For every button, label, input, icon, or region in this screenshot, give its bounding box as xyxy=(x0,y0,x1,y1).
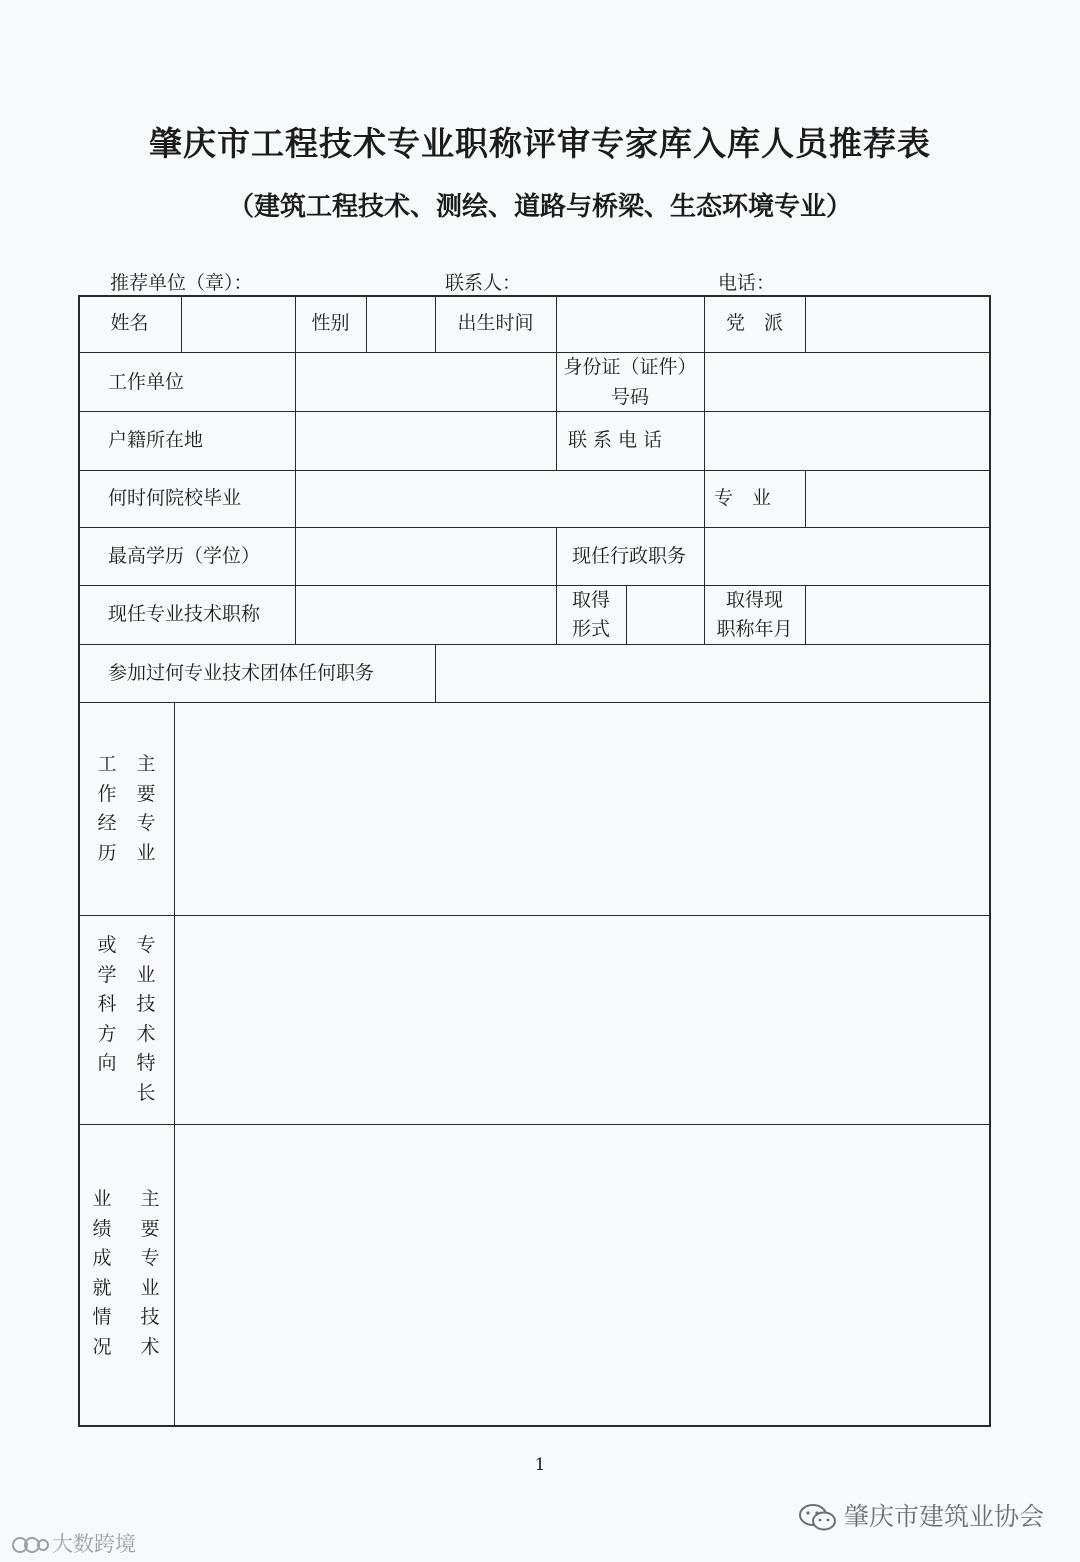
section-work-history-col1: 工 作 经 历 xyxy=(97,753,117,864)
professional-title-label: 现任专业技术职称 xyxy=(108,603,261,625)
name-label: 姓名 xyxy=(110,312,149,334)
column-divider xyxy=(366,295,367,352)
recommendation-form-table xyxy=(78,295,989,1425)
watermark-association xyxy=(798,1497,1044,1533)
birth-date-label: 出生时间 xyxy=(457,312,534,334)
column-divider xyxy=(181,295,182,352)
row-divider xyxy=(78,702,989,703)
column-divider xyxy=(805,585,806,644)
title-date-label-line2: 职称年月 xyxy=(716,618,793,640)
phone-label: 电话： xyxy=(718,272,776,294)
column-divider xyxy=(626,585,627,644)
obtain-method-label-line2: 形式 xyxy=(571,618,610,640)
column-divider xyxy=(174,702,175,1425)
party-label: 党 派 xyxy=(725,312,783,334)
form-subtitle: （建筑工程技术、测绘、道路与桥梁、生态环境专业） xyxy=(227,192,852,222)
work-unit-label: 工作单位 xyxy=(108,371,185,393)
graduation-label: 何时何院校毕业 xyxy=(108,487,242,509)
form-title: 肇庆市工程技术专业职称评审专家库入库人员推荐表 xyxy=(149,124,931,163)
major-label: 专 业 xyxy=(714,487,772,509)
watermark-association-text: 肇庆市建筑业协会 xyxy=(843,1502,1044,1531)
table-border xyxy=(78,295,991,1427)
row-divider xyxy=(78,527,989,528)
wechat-icon xyxy=(798,1503,838,1533)
id-number-label-line1: 身份证（证件） xyxy=(563,356,697,378)
column-divider xyxy=(805,470,806,527)
column-divider xyxy=(435,644,436,702)
society-position-label: 参加过何专业技术团体任何职务 xyxy=(108,662,375,684)
row-divider xyxy=(78,470,989,471)
recommending-unit-label: 推荐单位（章）： xyxy=(110,272,253,294)
watermark-brand xyxy=(10,1528,136,1558)
row-divider xyxy=(78,644,989,645)
section-work-history-col2: 主 要 专 业 xyxy=(136,753,156,864)
row-divider xyxy=(78,352,989,353)
section-specialty-col2: 专 业 技 术 特 长 xyxy=(136,934,156,1104)
contact-person-label: 联系人： xyxy=(445,272,522,294)
hukou-label: 户籍所在地 xyxy=(108,429,204,451)
page-number: 1 xyxy=(534,1455,546,1475)
id-number-label-line2: 号码 xyxy=(610,386,649,408)
section-specialty-col1: 或 学 科 方 向 xyxy=(97,934,117,1074)
admin-position-label: 现任行政职务 xyxy=(572,545,687,567)
column-divider xyxy=(805,295,806,352)
row-divider xyxy=(78,915,989,916)
contact-phone-label: 联 系 电 话 xyxy=(568,429,663,451)
column-divider xyxy=(295,295,296,644)
row-divider xyxy=(78,1124,989,1125)
section-achievements-col1: 业 绩 成 就 情 况 xyxy=(92,1188,112,1358)
section-achievements-col2: 主 要 专 业 技 术 xyxy=(140,1188,160,1358)
brand-logo-icon xyxy=(10,1533,50,1557)
title-date-label-line1: 取得现 xyxy=(725,589,783,611)
obtain-method-label-line1: 取得 xyxy=(571,589,610,611)
education-label: 最高学历（学位） xyxy=(108,545,261,567)
row-divider xyxy=(78,411,989,412)
gender-label: 性别 xyxy=(311,312,350,334)
watermark-brand-text: 大数跨境 xyxy=(52,1532,136,1556)
row-divider xyxy=(78,585,989,586)
